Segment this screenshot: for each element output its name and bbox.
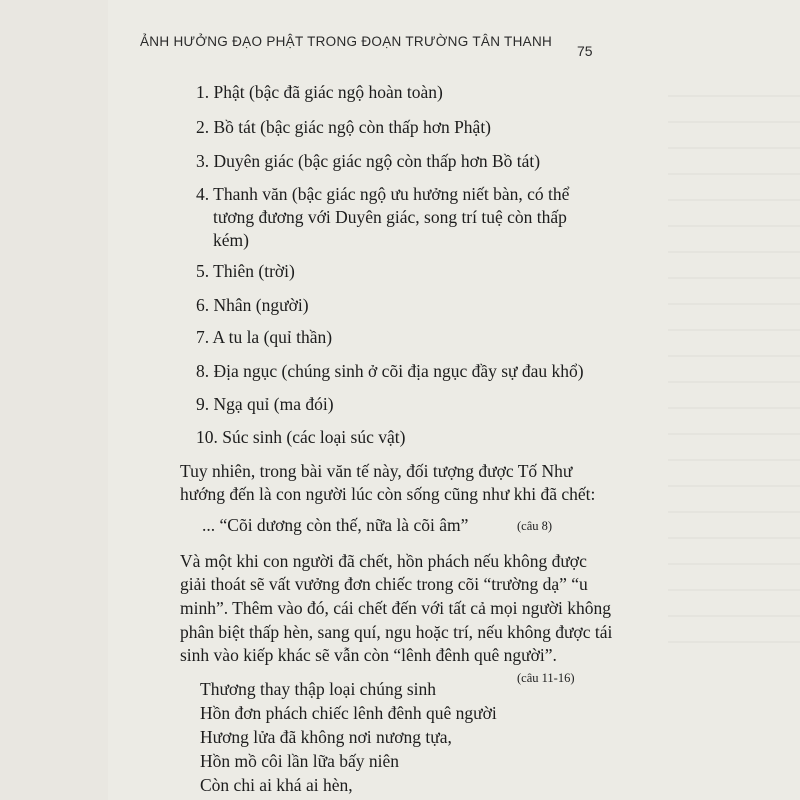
paragraph-line: giải thoát sẽ vất vưởng đơn chiếc trong cõi “trường dạ” “u	[180, 574, 588, 594]
paragraph-line: sinh vào kiếp khác sẽ vẫn còn “lênh đênh quê người”.	[180, 645, 557, 665]
verse-line: Hồn mồ côi lần lữa bấy niên	[200, 751, 400, 771]
list-item: 9. Ngạ quỉ (ma đói)	[196, 394, 334, 414]
list-item: 6. Nhân (người)	[196, 295, 309, 315]
quote-line: ... “Cõi dương còn thế, nữa là cõi âm”	[202, 515, 469, 535]
verse-reference: (câu 11-16)	[517, 671, 575, 685]
list-item: 4. Thanh văn (bậc giác ngộ ưu hưởng niết bàn, có thể	[196, 184, 570, 204]
paragraph-line: phân biệt thấp hèn, sang quí, ngu hoặc trí, nếu không được tái	[180, 622, 613, 642]
verse-line: Hồn đơn phách chiếc lênh đênh quê người	[200, 703, 497, 723]
show-through-texture	[668, 95, 800, 655]
paragraph-line: Tuy nhiên, trong bài văn tế này, đối tượng được Tố Như	[180, 461, 573, 481]
list-item: 8. Địa ngục (chúng sinh ở cõi địa ngục đầy sự đau khổ)	[196, 361, 584, 381]
verse-line: Hương lửa đã không nơi nương tựa,	[200, 727, 452, 747]
quote-reference: (câu 8)	[517, 519, 553, 533]
list-item: 5. Thiên (trời)	[196, 261, 295, 281]
paragraph-line: Và một khi con người đã chết, hồn phách nếu không được	[180, 551, 587, 571]
page-number: 75	[577, 43, 593, 59]
list-item: 3. Duyên giác (bậc giác ngộ còn thấp hơn Bồ tát)	[196, 151, 541, 171]
verse-line: Thương thay thập loại chúng sinh	[200, 679, 436, 699]
paragraph-line: hướng đến là con người lúc còn sống cũng như khi đã chết:	[180, 484, 596, 504]
list-item: 2. Bồ tát (bậc giác ngộ còn thấp hơn Phật)	[196, 117, 492, 137]
paragraph-line: minh”. Thêm vào đó, cái chết đến với tất cả mọi người không	[180, 598, 612, 618]
list-item-continuation: kém)	[213, 230, 249, 250]
verse-line: Còn chi ai khá ai hèn,	[200, 775, 353, 795]
list-item: 1. Phật (bậc đã giác ngộ hoàn toàn)	[196, 82, 443, 102]
list-item-continuation: tương đương với Duyên giác, song trí tuệ còn thấp	[213, 207, 567, 227]
list-item: 10. Súc sinh (các loại súc vật)	[196, 427, 406, 447]
list-item: 7. A tu la (quỉ thần)	[196, 327, 333, 347]
running-header: ẢNH HƯỞNG ĐẠO PHẬT TRONG ĐOẠN TRƯỜNG TÂN THANH	[140, 34, 553, 49]
